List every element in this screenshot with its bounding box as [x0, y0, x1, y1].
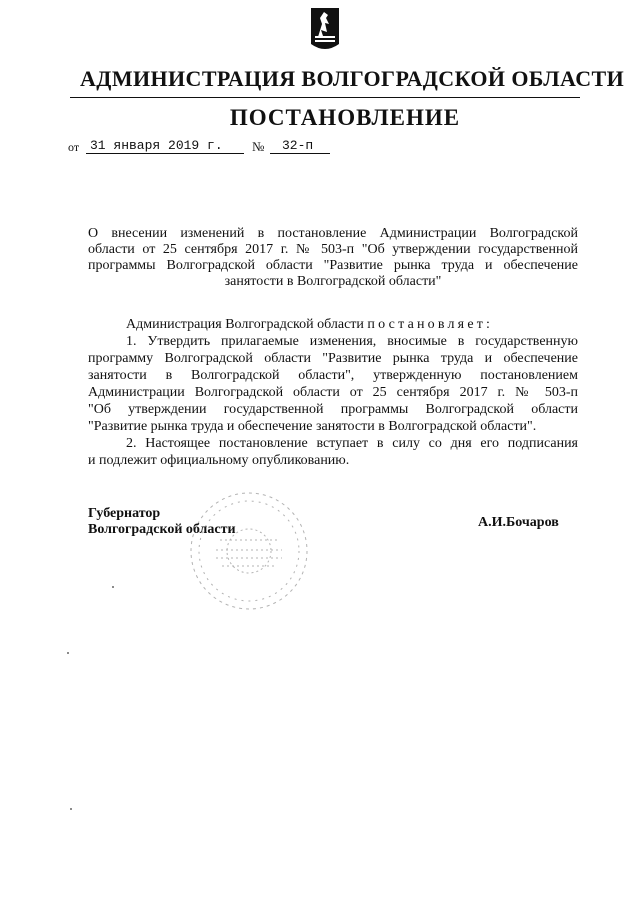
- intro-line: [88, 316, 578, 333]
- document-subject: [88, 226, 578, 290]
- document-number: 32-п: [270, 138, 330, 154]
- item2-line: и подлежит официальному опубликованию.: [88, 453, 350, 468]
- item1-line: программу Волгоградской области "Развитие рынка труда и обеспечение: [88, 351, 578, 366]
- item1-line: Администрации Волгоградской области от 25 сентября 2017 г. № 503-п: [88, 385, 578, 400]
- scan-speck: [112, 586, 114, 588]
- date-prefix: от: [68, 140, 80, 154]
- document-body: [88, 316, 578, 469]
- document-type-title: ПОСТАНОВЛЕНИЕ: [229, 105, 461, 130]
- item1-line: "Развитие рынка труда и обеспечение занятости в Волгоградской области".: [88, 419, 537, 434]
- number-label: №: [252, 139, 265, 154]
- scan-speck: [67, 652, 69, 654]
- scan-speck: [70, 808, 72, 810]
- item1-line: "Об утверждении государственной программы Волгоградской области: [88, 402, 578, 417]
- intro-prefix: Администрация Волгоградской области: [126, 317, 364, 332]
- item2-line: 2. Настоящее постановление вступает в силу со дня его подписания: [126, 436, 578, 451]
- subject-line: занятости в Волгоградской области": [224, 274, 442, 289]
- organization-title: АДМИНИСТРАЦИЯ ВОЛГОГРАДСКОЙ ОБЛАСТИ: [80, 66, 625, 91]
- signatory-title-line: Волгоградской области: [88, 522, 236, 537]
- item1-line: занятости в Волгоградской области", утвержденную постановлением: [88, 368, 578, 383]
- subject-line: О внесении изменений в постановление Администрации Волгоградской: [88, 226, 578, 241]
- volgograd-emblem-icon: [309, 6, 341, 54]
- intro-verb: постановляет:: [367, 317, 494, 332]
- item1-line: 1. Утвердить прилагаемые изменения, вносимые в государственную: [126, 334, 578, 349]
- subject-line: области от 25 сентября 2017 г. № 503-п "Об утверждении государственной: [88, 242, 578, 257]
- signatory-title: [88, 506, 236, 538]
- header-rule: [70, 97, 580, 98]
- document-date: 31 января 2019 г.: [86, 138, 244, 154]
- signatory-title-line: Губернатор: [88, 506, 161, 521]
- signatory-name: А.И.Бочаров: [478, 515, 559, 530]
- subject-line: программы Волгоградской области "Развитие рынка труда и обеспечение: [88, 258, 578, 273]
